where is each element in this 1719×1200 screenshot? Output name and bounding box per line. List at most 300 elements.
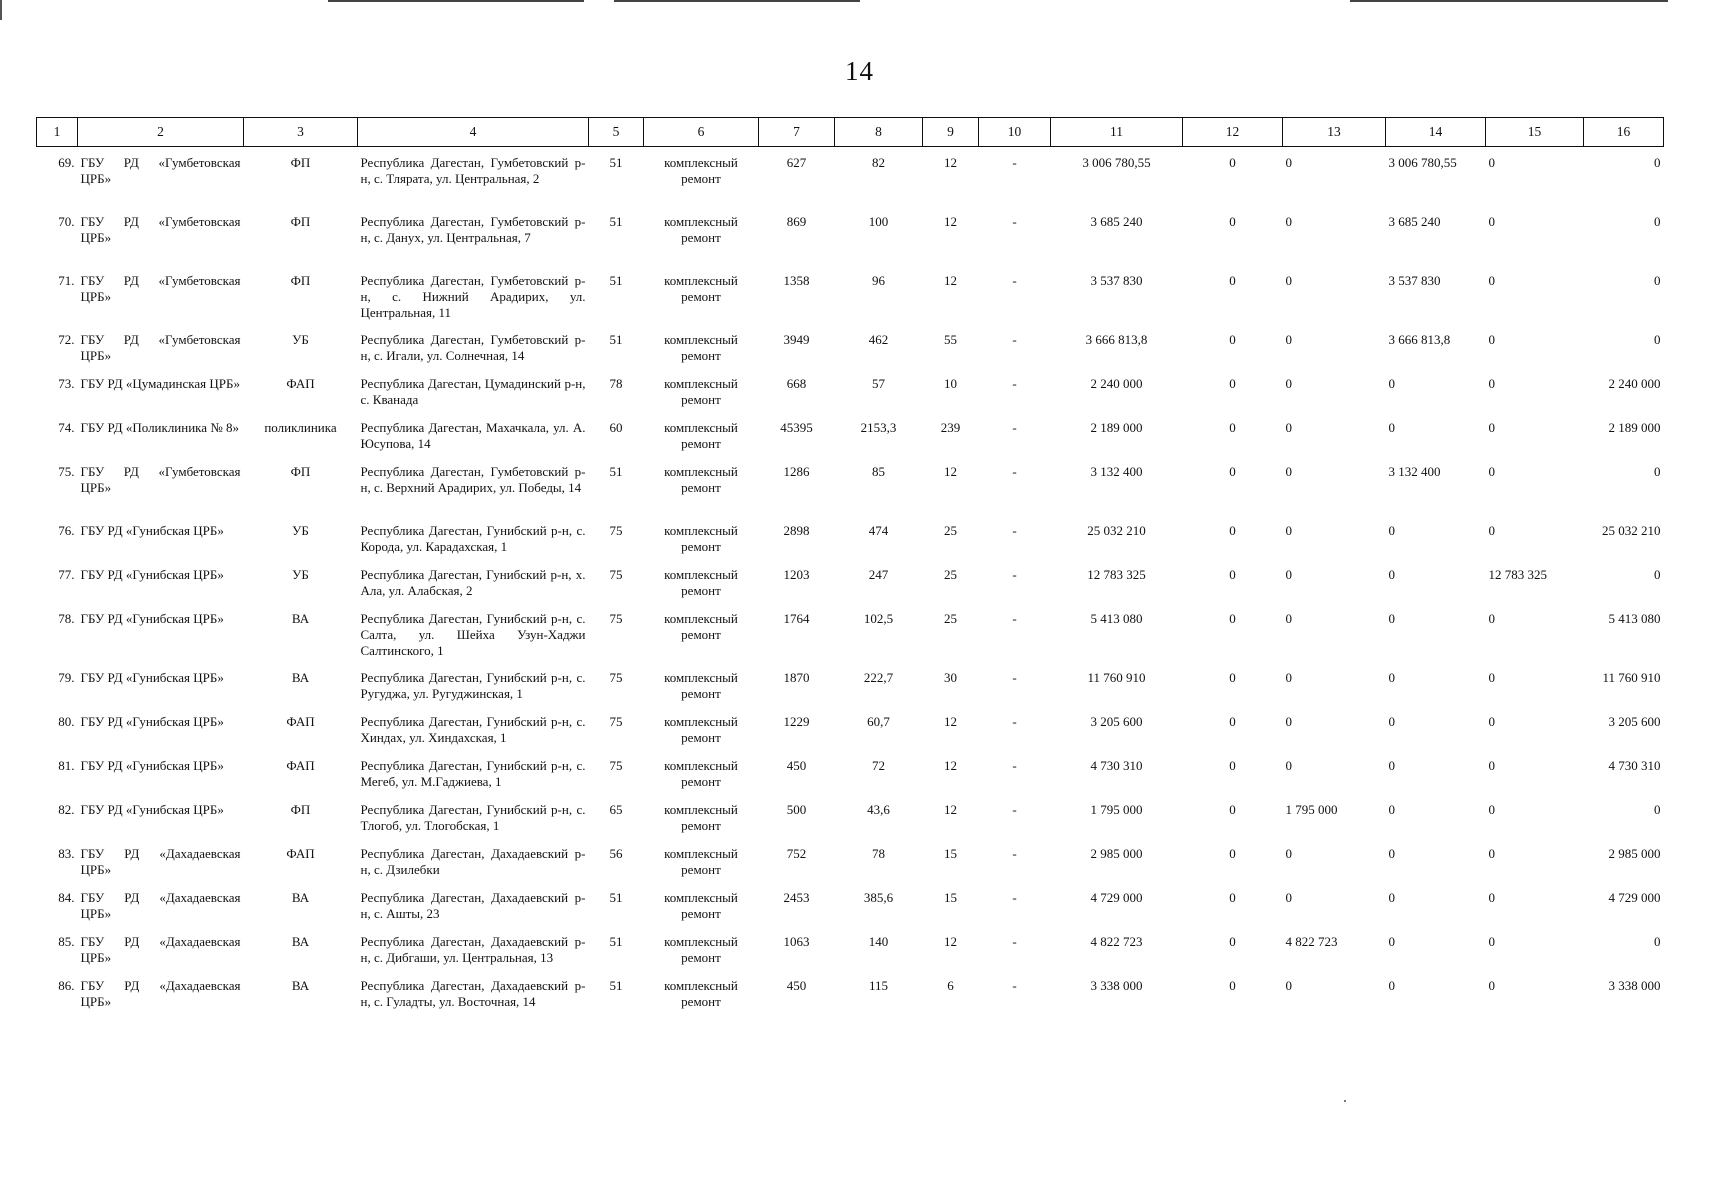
organization-name: ГБУ РД «Гунибская ЦРБ» [80,610,224,626]
cell-col-9: 12 [944,713,957,729]
cell-col-8: 57 [872,375,885,391]
work-type: комплексный ремонт [664,713,738,745]
cell-col-7: 3949 [783,331,810,347]
cell-col-9: 12 [944,801,957,817]
cell-col-5: 51 [609,889,623,905]
organization-name: ГБУ РД «Гунибская ЦРБ» [80,522,224,538]
cell-col-16: 25 032 210 [1602,522,1661,538]
table-row [37,838,1664,882]
cell-col-8: 247 [868,566,889,582]
cell-col-16: 5 413 080 [1608,610,1661,626]
cell-col-7: 1764 [783,610,810,626]
row-number: 75. [58,463,75,479]
cell-col-9: 12 [944,463,957,479]
cell-col-8: 85 [872,463,885,479]
cell-col-5: 51 [609,155,623,170]
column-header: 3 [244,118,358,147]
column-header: 12 [1183,118,1283,147]
row-number: 81. [58,757,75,773]
table-row [37,456,1664,515]
column-header: 16 [1584,118,1664,147]
facility-address: Республика Дагестан, Махачкала, ул. А. Юсупова, 14 [360,419,586,451]
work-type: комплексный ремонт [664,213,738,245]
facility-address: Республика Дагестан, Гумбетовский р-н, с. Нижний Арадирих, ул. Центральная, 11 [360,272,586,320]
cell-col-10: - [1012,213,1017,229]
cell-col-15: 0 [1488,463,1495,479]
cell-col-14: 3 666 813,8 [1388,331,1451,347]
cell-col-10: - [1012,331,1017,347]
cell-col-11-total: 1 795 000 [1090,801,1143,817]
table-row [37,970,1664,1014]
cell-col-7: 1229 [783,713,810,729]
facility-type: ФП [290,801,311,817]
facility-address: Республика Дагестан, Гунибский р-н, с. Мегеб, ул. М.Гаджиева, 1 [360,757,586,789]
cell-col-16: 4 730 310 [1608,757,1661,773]
facility-address: Республика Дагестан, Цумадинский р-н, с. Кванада [360,375,586,407]
cell-col-7: 1203 [783,566,810,582]
row-number: 84. [58,889,75,905]
cell-col-9: 12 [944,213,957,229]
cell-col-5: 65 [609,801,623,817]
cell-col-10: - [1012,713,1017,729]
cell-col-12: 0 [1229,213,1236,229]
organization-name: ГБУ РД «Дахадаевская ЦРБ» [80,977,241,1009]
organization-name: ГБУ РД «Гунибская ЦРБ» [80,669,224,685]
cell-col-8: 222,7 [863,669,894,685]
cell-col-10: - [1012,669,1017,685]
table-row [37,368,1664,412]
cell-col-5: 75 [609,522,623,538]
cell-col-5: 75 [609,669,623,685]
facility-type: ВА [291,669,310,685]
cell-col-13: 0 [1285,845,1292,861]
table-body [37,147,1664,1014]
organization-name: ГБУ РД «Гунибская ЦРБ» [80,801,224,817]
organization-name: ГБУ РД «Поликлиника № 8» [80,419,239,435]
cell-col-13: 0 [1285,522,1292,538]
cell-col-7: 752 [786,845,807,861]
facility-type: УБ [292,331,309,347]
cell-col-8: 140 [868,933,889,949]
facility-type: поликлиника [264,419,337,435]
column-number-row [37,118,1664,147]
cell-col-13: 0 [1285,713,1292,729]
row-number: 82. [58,801,75,817]
work-type: комплексный ремонт [664,889,738,921]
cell-col-10: - [1012,272,1017,288]
cell-col-15: 0 [1488,889,1495,905]
facility-type: ФАП [286,845,315,861]
row-number: 79. [58,669,75,685]
row-number: 78. [58,610,75,626]
cell-col-11-total: 5 413 080 [1090,610,1143,626]
cell-col-7: 1358 [783,272,810,288]
cell-col-5: 75 [609,610,623,626]
organization-name: ГБУ РД «Гумбетовская ЦРБ» [80,463,241,495]
cell-col-5: 51 [609,213,623,229]
cell-col-14: 0 [1388,713,1395,729]
cell-col-16: 0 [1654,213,1661,229]
cell-col-14: 3 537 830 [1388,272,1441,288]
cell-col-11-total: 3 132 400 [1090,463,1143,479]
cell-col-10: - [1012,801,1017,817]
cell-col-13: 0 [1285,889,1292,905]
cell-col-7: 500 [786,801,807,817]
table-row [37,926,1664,970]
facility-address: Республика Дагестан, Дахадаевский р-н, с. Ашты, 23 [360,889,586,921]
facility-type: ФАП [286,713,315,729]
facility-type: ФП [290,463,311,479]
facility-address: Республика Дагестан, Гумбетовский р-н, с. Данух, ул. Центральная, 7 [360,213,586,245]
organization-name: ГБУ РД «Гунибская ЦРБ» [80,757,224,773]
cell-col-7: 668 [786,375,807,391]
work-type: комплексный ремонт [664,669,738,701]
cell-col-5: 75 [609,713,623,729]
cell-col-13: 1 795 000 [1285,801,1338,817]
cell-col-15: 0 [1488,155,1495,170]
facility-address: Республика Дагестан, Гунибский р-н, х. Ала, ул. Алабская, 2 [360,566,586,598]
cell-col-16: 0 [1654,463,1661,479]
work-type: комплексный ремонт [664,845,738,877]
facility-type: УБ [292,566,309,582]
cell-col-14: 0 [1388,801,1395,817]
table-row [37,662,1664,706]
cell-col-7: 869 [786,213,807,229]
scan-top-line [328,0,584,2]
cell-col-8: 60,7 [867,713,890,729]
cell-col-11-total: 3 006 780,55 [1082,155,1151,170]
column-header: 5 [589,118,644,147]
scan-left-edge [0,0,2,20]
row-number: 85. [58,933,75,949]
cell-col-15: 0 [1488,801,1495,817]
cell-col-5: 75 [609,566,623,582]
cell-col-13: 0 [1285,669,1292,685]
cell-col-12: 0 [1229,522,1236,538]
cell-col-5: 51 [609,463,623,479]
cell-col-14: 3 685 240 [1388,213,1441,229]
facility-address: Республика Дагестан, Гунибский р-н, с. Тлогоб, ул. Тлогобская, 1 [360,801,586,833]
cell-col-12: 0 [1229,801,1236,817]
cell-col-16: 0 [1654,933,1661,949]
cell-col-8: 72 [872,757,885,773]
cell-col-10: - [1012,463,1017,479]
cell-col-10: - [1012,155,1017,170]
cell-col-8: 385,6 [863,889,894,905]
facility-type: ФАП [286,757,315,773]
cell-col-12: 0 [1229,757,1236,773]
facility-address: Республика Дагестан, Гунибский р-н, с. Хиндах, ул. Хиндахская, 1 [360,713,586,745]
column-header: 11 [1051,118,1183,147]
row-number: 77. [58,566,75,582]
cell-col-9: 15 [944,889,957,905]
cell-col-16: 2 985 000 [1608,845,1661,861]
cell-col-13: 0 [1285,977,1292,993]
cell-col-16: 0 [1654,272,1661,288]
cell-col-15: 0 [1488,977,1495,993]
scan-speck [1344,1100,1346,1102]
cell-col-16: 11 760 910 [1602,669,1661,685]
facility-address: Республика Дагестан, Гунибский р-н, с. Салта, ул. Шейха Узун-Хаджи Салтинского, 1 [360,610,586,658]
cell-col-13: 0 [1285,155,1292,170]
cell-col-16: 2 240 000 [1608,375,1661,391]
cell-col-12: 0 [1229,566,1236,582]
cell-col-7: 450 [786,977,807,993]
cell-col-8: 474 [868,522,889,538]
cell-col-14: 0 [1388,610,1395,626]
cell-col-10: - [1012,566,1017,582]
cell-col-9: 12 [944,933,957,949]
cell-col-7: 450 [786,757,807,773]
cell-col-12: 0 [1229,889,1236,905]
facility-type: ВА [291,610,310,626]
facility-address: Республика Дагестан, Гумбетовский р-н, с. Тлярата, ул. Центральная, 2 [360,155,586,186]
cell-col-11-total: 12 783 325 [1087,566,1146,582]
table-row [37,147,1664,206]
cell-col-5: 51 [609,977,623,993]
cell-col-15: 0 [1488,522,1495,538]
table-row [37,750,1664,794]
cell-col-8: 78 [872,845,885,861]
cell-col-15: 0 [1488,933,1495,949]
row-number: 72. [58,331,75,347]
cell-col-10: - [1012,375,1017,391]
cell-col-14: 0 [1388,419,1395,435]
cell-col-11-total: 25 032 210 [1087,522,1146,538]
cell-col-12: 0 [1229,933,1236,949]
organization-name: ГБУ РД «Гумбетовская ЦРБ» [80,213,241,245]
cell-col-8: 102,5 [863,610,894,626]
cell-col-8: 2153,3 [860,419,897,435]
facility-address: Республика Дагестан, Дахадаевский р-н, с. Дибгаши, ул. Центральная, 13 [360,933,586,965]
cell-col-14: 0 [1388,977,1395,993]
cell-col-13: 0 [1285,463,1292,479]
work-type: комплексный ремонт [664,522,738,554]
cell-col-5: 51 [609,933,623,949]
cell-col-15: 0 [1488,375,1495,391]
cell-col-12: 0 [1229,713,1236,729]
cell-col-15: 0 [1488,713,1495,729]
column-header: 7 [759,118,835,147]
cell-col-13: 0 [1285,272,1292,288]
facility-type: ФАП [286,375,315,391]
cell-col-10: - [1012,419,1017,435]
cell-col-9: 55 [944,331,957,347]
cell-col-7: 2453 [783,889,810,905]
facility-address: Республика Дагестан, Гумбетовский р-н, с. Верхний Арадирих, ул. Победы, 14 [360,463,586,495]
column-header: 10 [979,118,1051,147]
cell-col-5: 75 [609,757,623,773]
cell-col-12: 0 [1229,977,1236,993]
organization-name: ГБУ РД «Гумбетовская ЦРБ» [80,155,241,186]
column-header: 6 [644,118,759,147]
cell-col-10: - [1012,610,1017,626]
facility-type: ВА [291,889,310,905]
cell-col-8: 43,6 [867,801,890,817]
cell-col-8: 462 [868,331,889,347]
cell-col-16: 0 [1654,566,1661,582]
cell-col-11-total: 11 760 910 [1087,669,1146,685]
cell-col-7: 1063 [783,933,810,949]
table-row [37,706,1664,750]
cell-col-12: 0 [1229,845,1236,861]
cell-col-16: 2 189 000 [1608,419,1661,435]
cell-col-14: 0 [1388,933,1395,949]
cell-col-10: - [1012,933,1017,949]
facility-type: ФП [290,272,311,288]
cell-col-14: 3 006 780,55 [1388,155,1457,170]
column-header: 14 [1386,118,1486,147]
cell-col-12: 0 [1229,610,1236,626]
cell-col-14: 3 132 400 [1388,463,1441,479]
cell-col-14: 0 [1388,845,1395,861]
cell-col-8: 96 [872,272,885,288]
cell-col-16: 3 338 000 [1608,977,1661,993]
work-type: комплексный ремонт [664,375,738,407]
organization-name: ГБУ РД «Цумадинская ЦРБ» [80,375,240,391]
cell-col-15: 0 [1488,213,1495,229]
cell-col-15: 0 [1488,757,1495,773]
scan-top-line [1350,0,1668,2]
facility-address: Республика Дагестан, Дахадаевский р-н, с. Гуладты, ул. Восточная, 14 [360,977,586,1009]
facility-type: ВА [291,977,310,993]
organization-name: ГБУ РД «Гунибская ЦРБ» [80,713,224,729]
cell-col-13: 0 [1285,566,1292,582]
cell-col-9: 6 [947,977,954,993]
organization-name: ГБУ РД «Дахадаевская ЦРБ» [80,889,241,921]
cell-col-11-total: 2 240 000 [1090,375,1143,391]
cell-col-11-total: 4 822 723 [1090,933,1143,949]
cell-col-15: 0 [1488,669,1495,685]
organization-name: ГБУ РД «Гумбетовская ЦРБ» [80,331,241,363]
cell-col-12: 0 [1229,155,1236,170]
column-header: 15 [1486,118,1584,147]
repair-table [36,117,1664,1014]
column-header: 8 [835,118,923,147]
cell-col-7: 2898 [783,522,810,538]
facility-type: УБ [292,522,309,538]
row-number: 74. [58,419,75,435]
cell-col-9: 15 [944,845,957,861]
facility-address: Республика Дагестан, Дахадаевский р-н, с. Дзилебки [360,845,586,877]
cell-col-14: 0 [1388,669,1395,685]
organization-name: ГБУ РД «Дахадаевская ЦРБ» [80,845,241,877]
cell-col-16: 0 [1654,155,1661,170]
work-type: комплексный ремонт [664,977,738,1009]
cell-col-12: 0 [1229,272,1236,288]
column-header: 9 [923,118,979,147]
cell-col-8: 115 [868,977,889,993]
cell-col-5: 56 [609,845,623,861]
cell-col-16: 0 [1654,331,1661,347]
cell-col-10: - [1012,522,1017,538]
cell-col-10: - [1012,757,1017,773]
cell-col-11-total: 2 189 000 [1090,419,1143,435]
work-type: комплексный ремонт [664,933,738,965]
facility-type: ВА [291,933,310,949]
cell-col-14: 0 [1388,375,1395,391]
column-header: 4 [358,118,589,147]
cell-col-5: 78 [609,375,623,391]
cell-col-16: 4 729 000 [1608,889,1661,905]
table-row [37,515,1664,559]
cell-col-9: 25 [944,522,957,538]
cell-col-15: 0 [1488,610,1495,626]
facility-type: ФП [290,213,311,229]
cell-col-13: 4 822 723 [1285,933,1338,949]
cell-col-9: 12 [944,757,957,773]
row-number: 86. [58,977,75,993]
cell-col-15: 0 [1488,419,1495,435]
cell-col-11-total: 2 985 000 [1090,845,1143,861]
cell-col-9: 25 [944,610,957,626]
cell-col-14: 0 [1388,889,1395,905]
table-row [37,794,1664,838]
cell-col-7: 1286 [783,463,810,479]
cell-col-9: 12 [944,155,957,170]
work-type: комплексный ремонт [664,272,738,304]
cell-col-11-total: 3 205 600 [1090,713,1143,729]
row-number: 69. [58,155,75,170]
table-row [37,206,1664,265]
facility-address: Республика Дагестан, Гунибский р-н, с. Ругуджа, ул. Ругуджинская, 1 [360,669,586,701]
cell-col-5: 51 [609,331,623,347]
cell-col-11-total: 3 666 813,8 [1085,331,1148,347]
cell-col-15: 0 [1488,845,1495,861]
scan-top-line [614,0,860,2]
cell-col-16: 0 [1654,801,1661,817]
cell-col-12: 0 [1229,375,1236,391]
cell-col-15: 0 [1488,331,1495,347]
cell-col-13: 0 [1285,419,1292,435]
cell-col-15: 0 [1488,272,1495,288]
table-row [37,559,1664,603]
work-type: комплексный ремонт [664,801,738,833]
row-number: 71. [58,272,75,288]
cell-col-11-total: 4 730 310 [1090,757,1143,773]
cell-col-14: 0 [1388,522,1395,538]
organization-name: ГБУ РД «Гунибская ЦРБ» [80,566,224,582]
row-number: 76. [58,522,75,538]
cell-col-7: 1870 [783,669,810,685]
work-type: комплексный ремонт [664,463,738,495]
cell-col-9: 30 [944,669,957,685]
cell-col-13: 0 [1285,610,1292,626]
cell-col-11-total: 3 338 000 [1090,977,1143,993]
cell-col-8: 82 [872,155,885,170]
work-type: комплексный ремонт [664,419,738,451]
cell-col-11-total: 3 537 830 [1090,272,1143,288]
cell-col-16: 3 205 600 [1608,713,1661,729]
cell-col-10: - [1012,845,1017,861]
row-number: 80. [58,713,75,729]
cell-col-11-total: 3 685 240 [1090,213,1143,229]
cell-col-14: 0 [1388,566,1395,582]
cell-col-5: 51 [609,272,623,288]
row-number: 83. [58,845,75,861]
facility-type: ФП [290,155,311,170]
cell-col-15: 12 783 325 [1488,566,1547,582]
row-number: 73. [58,375,75,391]
cell-col-9: 12 [944,272,957,288]
cell-col-5: 60 [609,419,623,435]
cell-col-12: 0 [1229,331,1236,347]
organization-name: ГБУ РД «Дахадаевская ЦРБ» [80,933,241,965]
cell-col-11-total: 4 729 000 [1090,889,1143,905]
page-number: 14 [845,56,874,86]
table-row [37,882,1664,926]
cell-col-12: 0 [1229,669,1236,685]
